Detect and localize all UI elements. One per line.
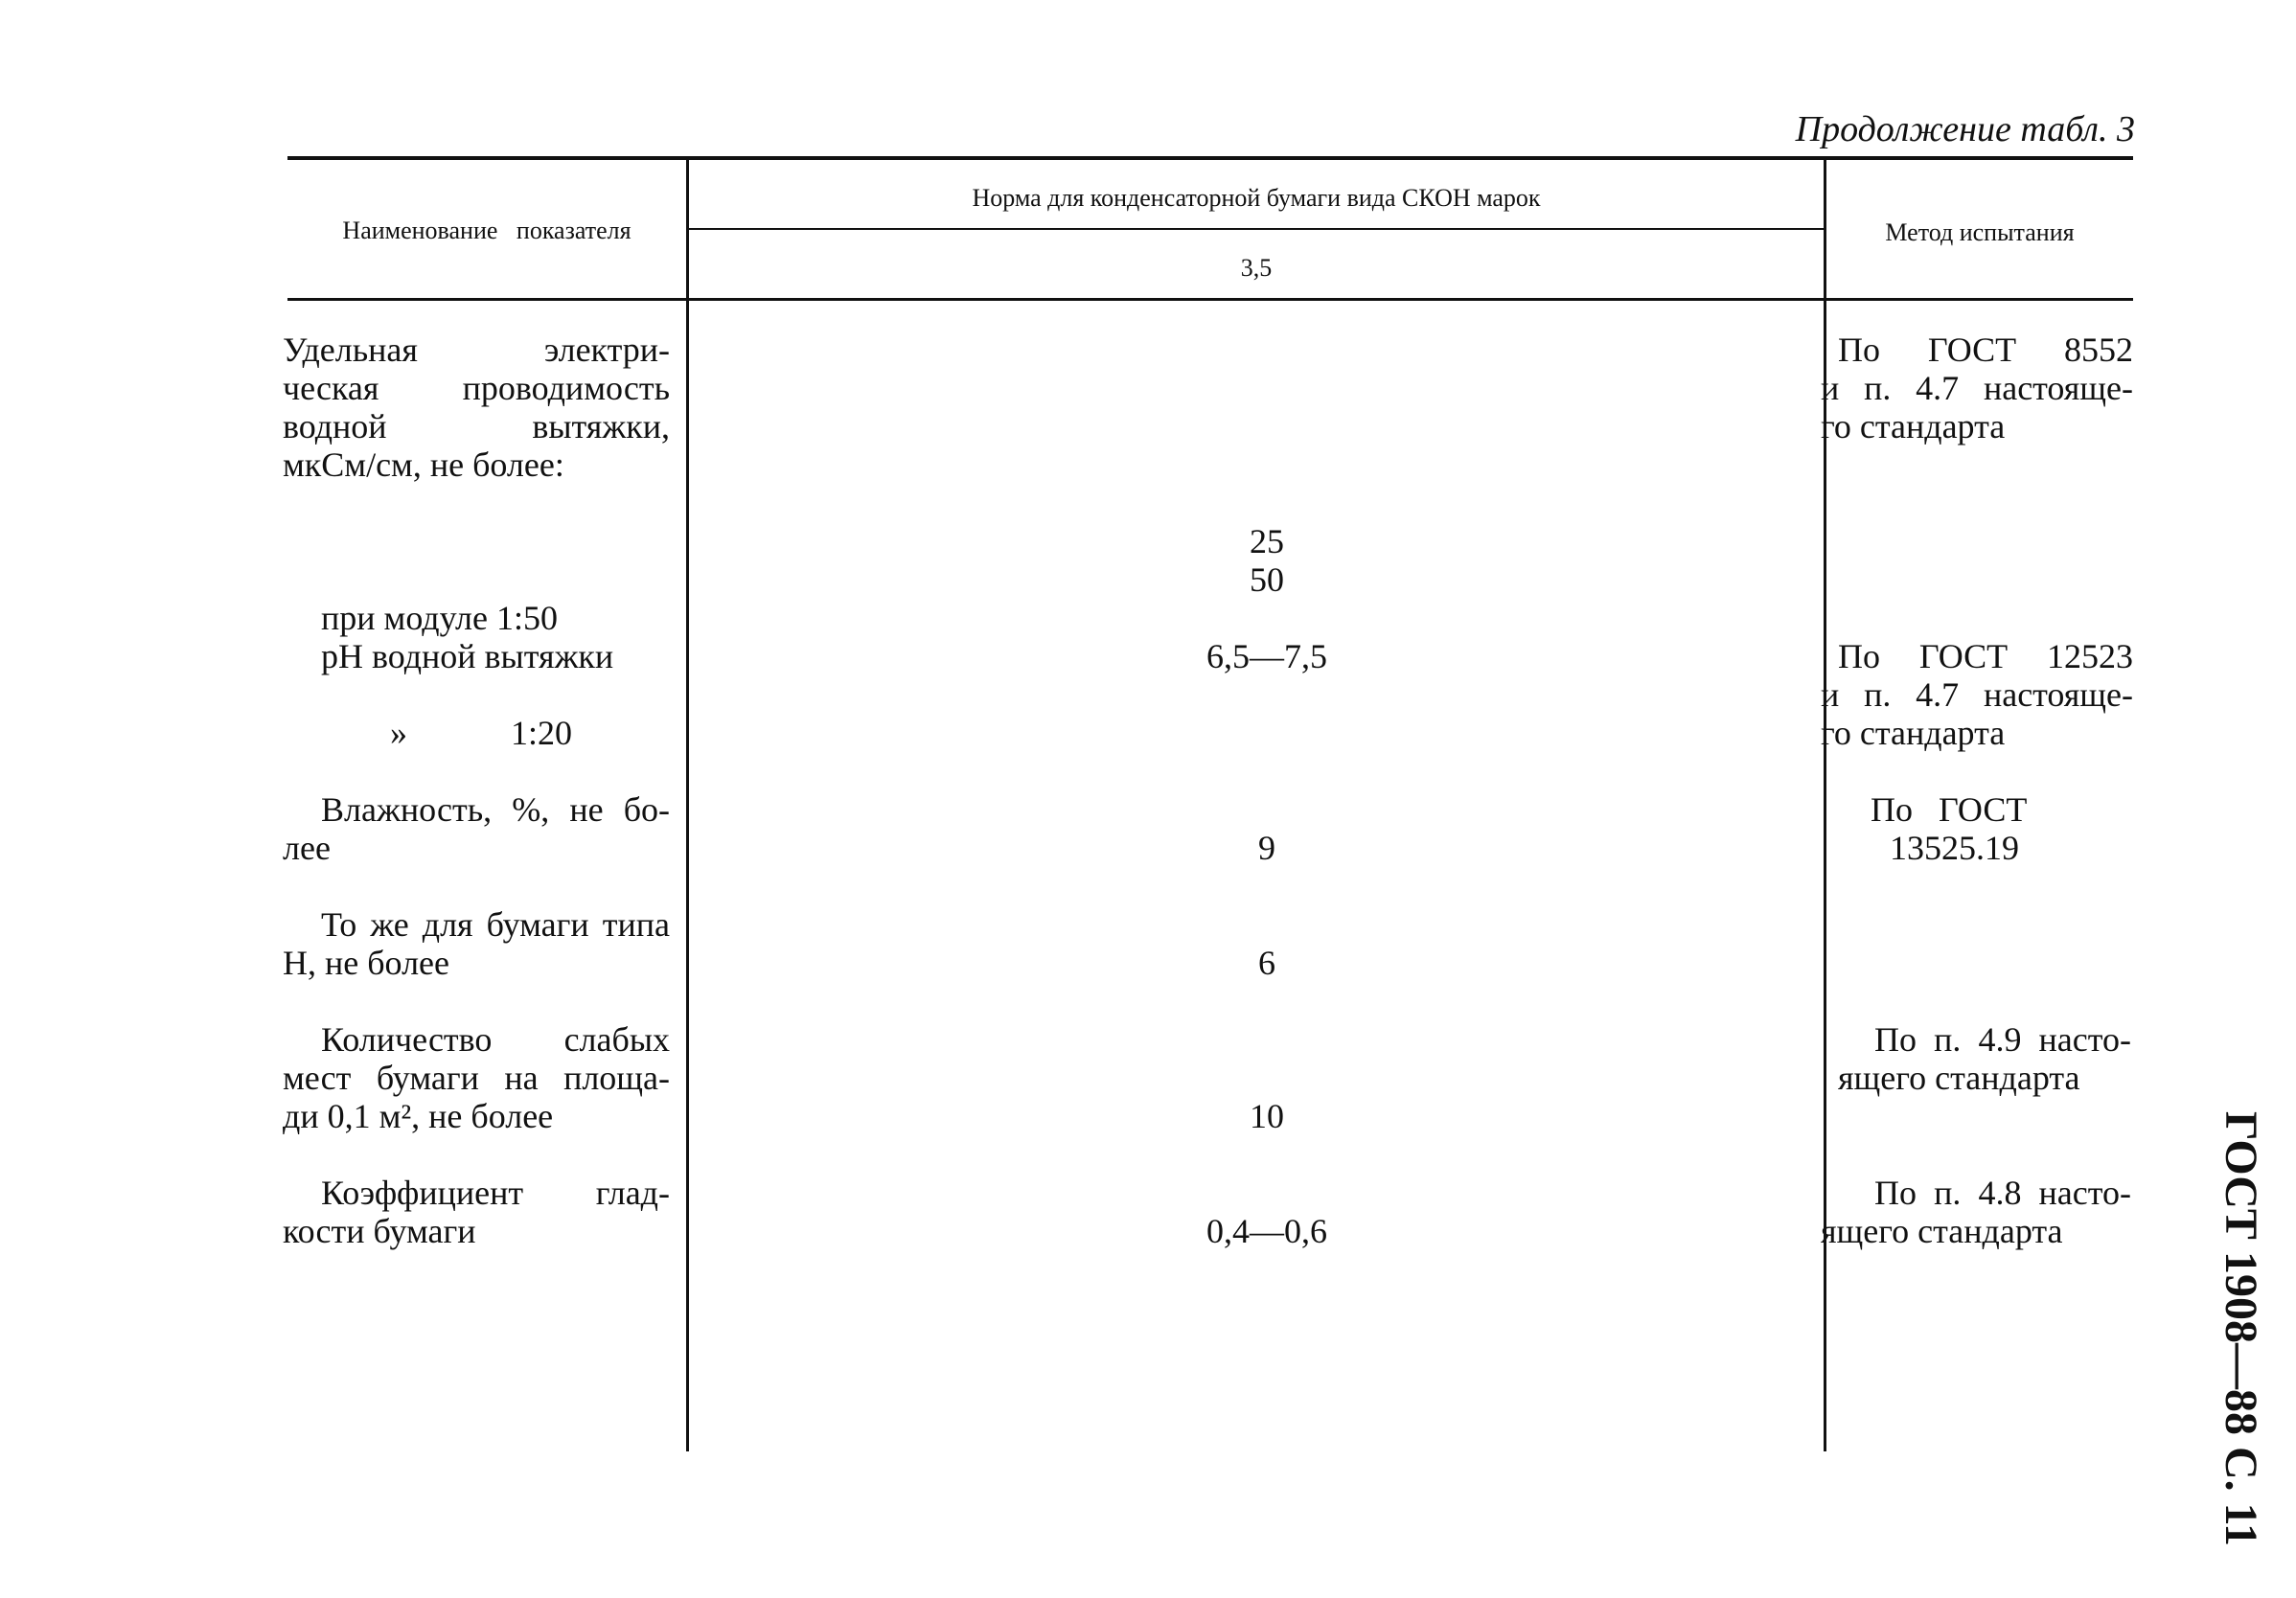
- header-split-rule: [688, 228, 1826, 230]
- value-module-1-20: 50: [1250, 560, 1284, 599]
- header-grade: 3,5: [1240, 254, 1273, 282]
- method-line: По ГОСТ 8552: [1838, 331, 2133, 369]
- page-side-label: ГОСТ 1908—88 С. 11: [2216, 1111, 2266, 1546]
- name-line: ди 0,1 м², не более: [283, 1097, 554, 1135]
- header-indicator-name: Наименование показателя: [342, 217, 631, 244]
- name-line: Удельная электри-: [283, 331, 670, 369]
- value-type-h: 6: [1258, 944, 1275, 982]
- name-line: Н, не более: [283, 944, 450, 982]
- header-bottom-rule: [287, 298, 2133, 301]
- method-line: и п. 4.7 настояще-: [1821, 675, 2133, 714]
- method-line: По ГОСТ 12523: [1838, 637, 2133, 675]
- value-humidity: 9: [1258, 829, 1275, 867]
- method-line: По п. 4.9 насто-: [1874, 1020, 2131, 1059]
- column-divider-1: [686, 158, 689, 1451]
- method-line: ящего стандарта: [1821, 1212, 2063, 1250]
- name-line: Влажность, %, не бо-: [321, 790, 670, 829]
- name-line: мкСм/см, не более:: [283, 445, 564, 484]
- row-conductivity-method: [1821, 331, 2133, 445]
- value-module-1-50: 25: [1250, 522, 1284, 560]
- method-line: По п. 4.8 насто-: [1874, 1174, 2131, 1212]
- method-line: и п. 4.7 настояще-: [1821, 369, 2133, 407]
- column-divider-2: [1824, 158, 1826, 1451]
- name-line: кости бумаги: [283, 1212, 476, 1250]
- name-line: То же для бумаги типа: [321, 905, 670, 944]
- method-line: го стандарта: [1821, 407, 2006, 445]
- row-humidity-method: [1871, 790, 2120, 867]
- value-weak-spots: 10: [1250, 1097, 1284, 1135]
- value-smoothness: 0,4—0,6: [1206, 1212, 1327, 1250]
- name-line: лее: [283, 829, 331, 867]
- header-test-method: Метод испытания: [1885, 218, 2075, 246]
- method-line: ящего стандарта: [1838, 1059, 2080, 1097]
- name-line: ческая проводимость: [283, 369, 670, 407]
- row-smoothness-method: [1821, 1174, 2131, 1250]
- row-ph-name: [321, 637, 676, 675]
- name-line: » 1:20: [390, 714, 573, 752]
- table-top-rule: [287, 156, 2133, 160]
- row-type-h-name: [283, 905, 670, 982]
- name-line: мест бумаги на площа-: [283, 1059, 670, 1097]
- header-norm: Норма для конденсаторной бумаги вида СКОН марок: [972, 184, 1541, 212]
- row-ph-method: [1821, 637, 2133, 752]
- method-line: По ГОСТ: [1871, 790, 2028, 829]
- value-ph: 6,5—7,5: [1206, 637, 1327, 675]
- name-line: Коэффициент глад-: [321, 1174, 670, 1212]
- name-line: водной вытяжки,: [283, 407, 670, 445]
- row-humidity-name: [283, 790, 670, 867]
- row-weak-spots-method: [1838, 1020, 2131, 1097]
- row-weak-spots-name: [283, 1020, 670, 1135]
- method-line: го стандарта: [1821, 714, 2006, 752]
- name-line: при модуле 1:50: [321, 599, 558, 637]
- name-line: Количество слабых: [321, 1020, 670, 1059]
- name-line: pH водной вытяжки: [321, 637, 614, 675]
- method-line: 13525.19: [1890, 829, 2019, 867]
- row-conductivity-name: [283, 331, 670, 484]
- table-continuation-label: Продолжение табл. 3: [1795, 109, 2135, 149]
- row-smoothness-name: [283, 1174, 670, 1250]
